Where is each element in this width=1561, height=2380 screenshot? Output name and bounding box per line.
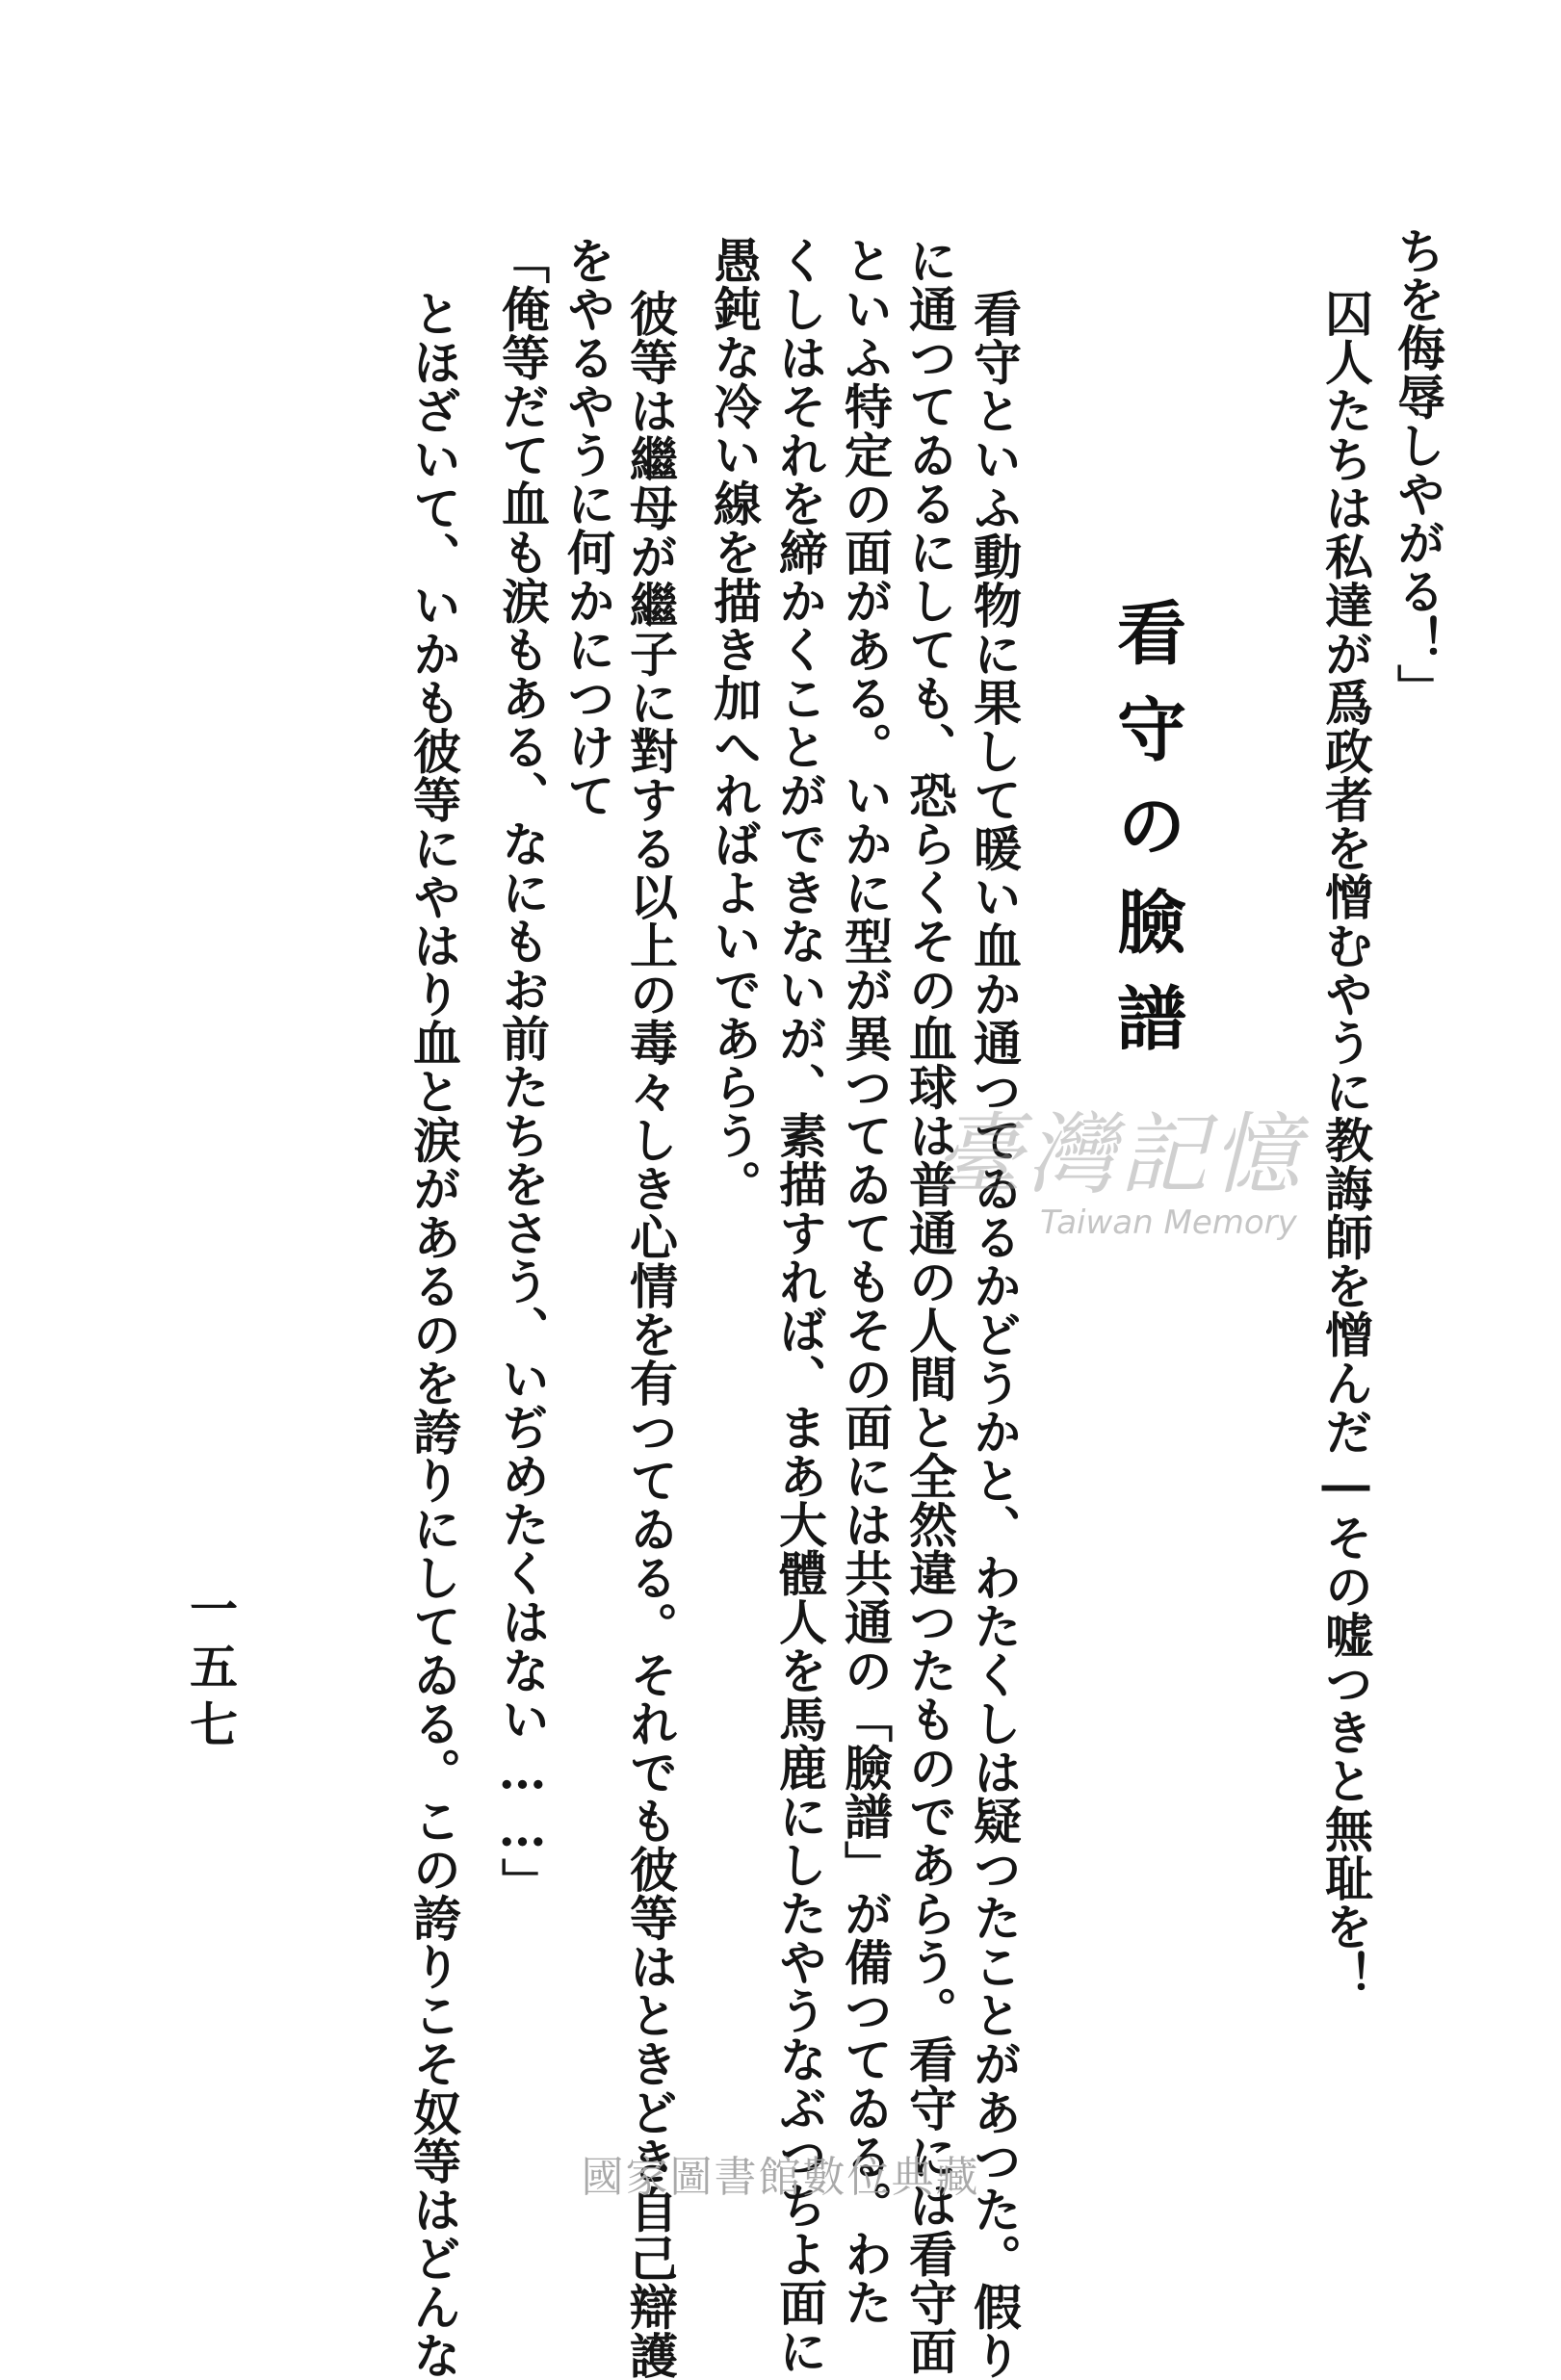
text-column-7: 愚鈍な冷い線を描き加へればよいであらう。 [706, 236, 763, 1208]
text-column-11: とほざいて、いかも彼等にやはり血と涙があるのを誇りにしてゐる。この誇りこそ奴等はどんな [405, 289, 462, 2380]
section-heading: 看守の臉譜 [1106, 597, 1187, 1078]
text-column-8: 彼等は繼母が繼子に對する以上の毒々しき心情を有つてゐる。それでも彼等はときどき自己辯護 [622, 289, 679, 2380]
watermark-subtitle: Taiwan Memory [1040, 1203, 1297, 1242]
text-column-3: 看守といふ動物に果して暖い血か通つてゐるかどうかと、わたくしは疑つたことがあつた。假り [966, 289, 1023, 2380]
footer-credit: 國家圖書館數位典藏 [581, 2153, 980, 2202]
text-column-9: をやるやうに何かにつけて [559, 236, 616, 819]
text-column-2: 囚人たちは私達が爲政者を憎むやうに教誨師を憎んだ―その嘘つきと無耻を！ [1317, 289, 1374, 2000]
text-column-5: といふ特定の面がある。いかに型が異つてゐてもその面には共通の「臉譜」が備つてゐる。わた [837, 236, 894, 2327]
text-column-1: ちを侮辱しやがる！」 [1390, 226, 1446, 712]
watermark-title: 臺灣記憶 [934, 1103, 1305, 1206]
text-column-4: に通つてゐるにしても、恐らくその血球は普通の人間と全然違つたものであらう。看守には看守面 [901, 236, 958, 2375]
text-column-6: くしはそれを締かくことができないが、素描すれば、まあ大體人を馬鹿にしたやうなぶつちよ面に [771, 236, 828, 2375]
page-number: 一五七 [182, 1584, 239, 1757]
text-column-10: 「俺等だて血も涙もある、なにもお前たちをさう、いぢめたくはない……」 [494, 236, 551, 1906]
